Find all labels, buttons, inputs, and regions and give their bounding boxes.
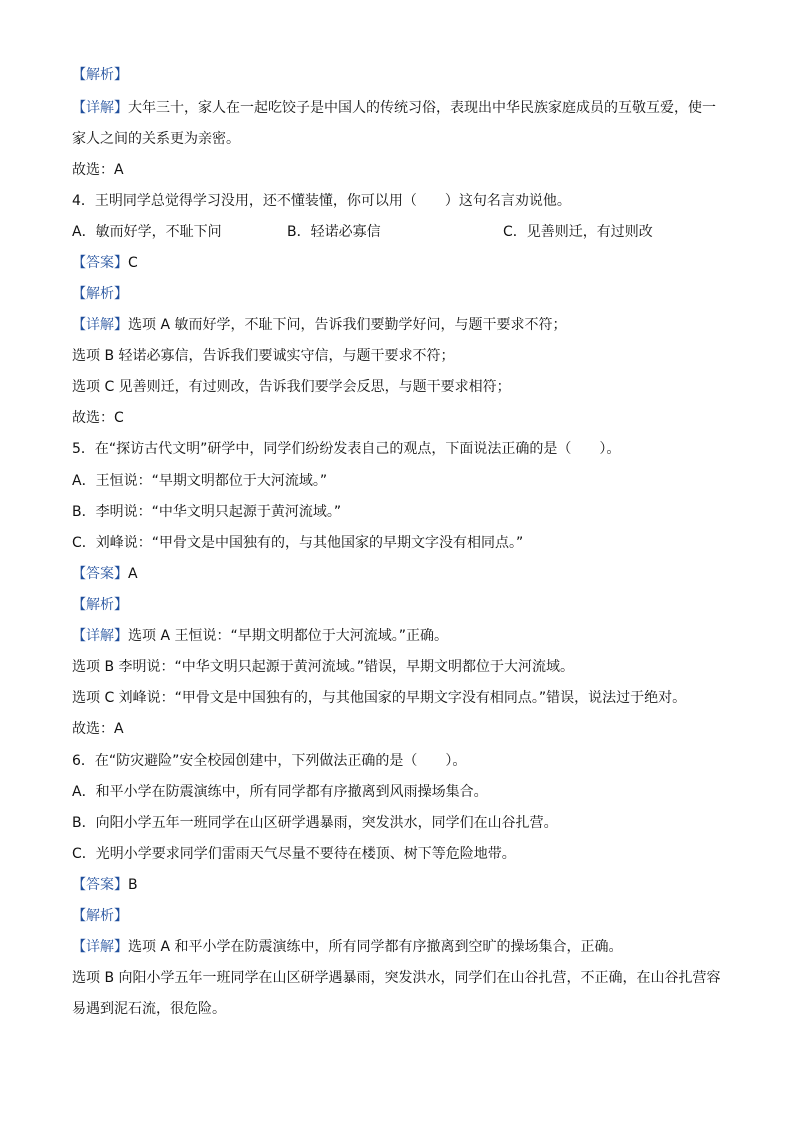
q4-question: 4．王明同学总觉得学习没用，还不懂装懂，你可以用（ ）这句名言劝说他。 bbox=[72, 193, 571, 209]
q4-option-b: B．轻诺必寡信 bbox=[287, 224, 381, 240]
q4-options bbox=[72, 223, 732, 241]
q5-option-c: C．刘峰说：“甲骨文是中国独有的，与其他国家的早期文字没有相同点。” bbox=[72, 535, 524, 551]
q6-answer: 【答案】B bbox=[72, 877, 138, 893]
q6-detail-line: 【详解】选项 A 和平小学在防震演练中，所有同学都有序撤离到空旷的操场集合，正确。 bbox=[72, 939, 623, 955]
q4-answer: 【答案】C bbox=[72, 255, 138, 271]
q6-option-b: B．向阳小学五年一班同学在山区研学遇暴雨，突发洪水，同学们在山谷扎营。 bbox=[72, 815, 558, 831]
q4-detail-line: 【详解】选项 A 敏而好学，不耻下问，告诉我们要勤学好问，与题干要求不符； bbox=[72, 317, 567, 333]
q5-detail-line: 【详解】选项 A 王恒说：“早期文明都位于大河流域。”正确。 bbox=[72, 628, 448, 644]
q5-detail-line: 选项 B 李明说：“中华文明只起源于黄河流域。”错误，早期文明都位于大河流域。 bbox=[72, 659, 575, 675]
q3-analysis-heading: 【解析】 bbox=[72, 67, 128, 83]
q5-detail-line: 选项 C 刘峰说：“甲骨文是中国独有的，与其他国家的早期文字没有相同点。”错误，说法过于绝对。 bbox=[72, 690, 687, 706]
q3-detail-line: 家人之间的关系更为亲密。 bbox=[72, 131, 240, 147]
q6-option-a: A．和平小学在防震演练中，所有同学都有序撤离到风雨操场集合。 bbox=[72, 784, 488, 800]
q6-question: 6．在“防灾避险”安全校园创建中，下列做法正确的是（ ）。 bbox=[72, 753, 467, 769]
q3-choice: 故选：A bbox=[72, 162, 124, 178]
q4-analysis-heading: 【解析】 bbox=[72, 286, 128, 302]
q4-choice: 故选：C bbox=[72, 410, 124, 426]
q5-answer: 【答案】A bbox=[72, 566, 138, 582]
q4-detail-line: 选项 C 见善则迁，有过则改，告诉我们要学会反思，与题干要求相符； bbox=[72, 379, 511, 395]
q4-option-c: C．见善则迁，有过则改 bbox=[503, 224, 653, 240]
q5-option-b: B．李明说：“中华文明只起源于黄河流域。” bbox=[72, 504, 342, 520]
q5-analysis-heading: 【解析】 bbox=[72, 597, 128, 613]
q4-option-a: A．敏而好学，不耻下问 bbox=[72, 224, 222, 240]
q4-detail-line: 选项 B 轻诺必寡信，告诉我们要诚实守信，与题干要求不符； bbox=[72, 348, 455, 364]
q5-question: 5．在“探访古代文明”研学中，同学们纷纷发表自己的观点，下面说法正确的是（ ）。 bbox=[72, 441, 621, 457]
q6-detail-line: 易遇到泥石流，很危险。 bbox=[72, 1001, 226, 1017]
q6-analysis-heading: 【解析】 bbox=[72, 908, 128, 924]
q6-detail-line: 选项 B 向阳小学五年一班同学在山区研学遇暴雨，突发洪水，同学们在山谷扎营，不正确，在山谷扎营容 bbox=[72, 970, 721, 986]
q5-choice: 故选：A bbox=[72, 721, 124, 737]
q3-detail-line: 【详解】大年三十，家人在一起吃饺子是中国人的传统习俗，表现出中华民族家庭成员的互敬互爱，使一 bbox=[72, 100, 716, 116]
q6-option-c: C．光明小学要求同学们雷雨天气尽量不要待在楼顶、树下等危险地带。 bbox=[72, 846, 516, 862]
q5-option-a: A．王恒说：“早期文明都位于大河流域。” bbox=[72, 473, 328, 489]
